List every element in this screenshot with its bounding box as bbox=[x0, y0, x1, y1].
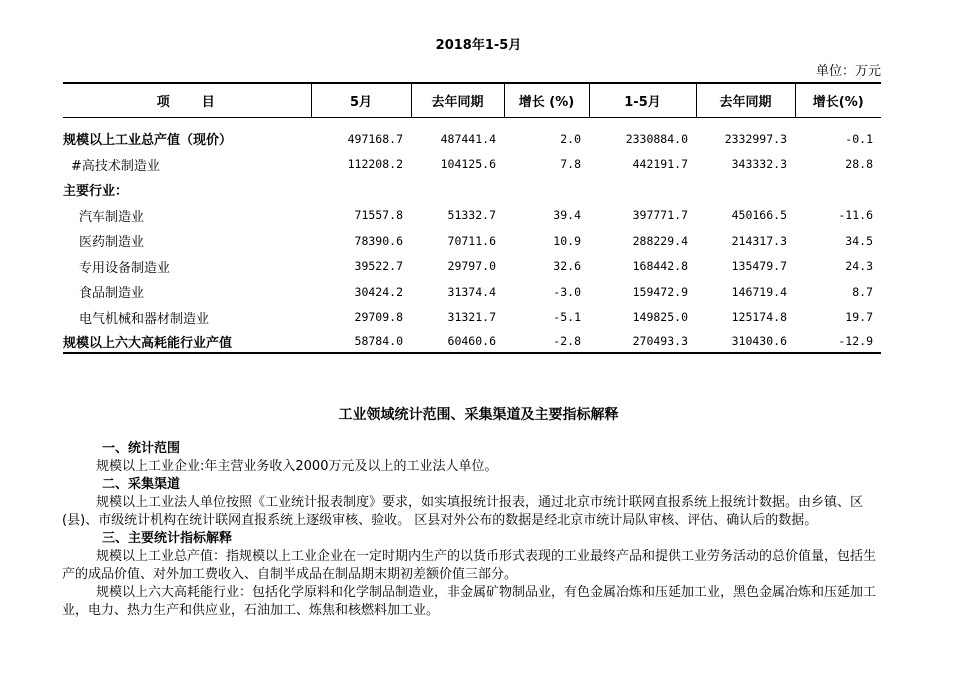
row-value: 288229.4 bbox=[632, 233, 688, 248]
row-value: 159472.9 bbox=[632, 284, 688, 299]
header-jan-may-last-year: 去年同期 bbox=[696, 83, 795, 118]
table-row bbox=[63, 152, 881, 178]
row-value: 28.8 bbox=[845, 157, 873, 172]
row-value: 39522.7 bbox=[354, 259, 403, 274]
row-value: 214317.3 bbox=[731, 233, 787, 248]
row-value: 30424.2 bbox=[354, 284, 403, 299]
row-value: 32.6 bbox=[553, 259, 581, 274]
section-text-output-value: 规模以上工业总产值：指规模以上工业企业在一定时期内生产的以货币形式表现的工业最终产品和提供工业劳务活动的总价值量，包括生产的成品价值、对外加工费收入、自制半成品在制品期末期初差额价值三部分。 bbox=[62, 549, 877, 582]
table-header-row bbox=[63, 83, 881, 118]
spacer-row bbox=[63, 118, 881, 127]
row-label: 规模以上工业总产值（现价） bbox=[63, 133, 233, 149]
header-item: 项 目 bbox=[156, 95, 217, 110]
row-value: 19.7 bbox=[845, 310, 873, 325]
row-value: 34.5 bbox=[845, 233, 873, 248]
row-label: 电气机械和器材制造业 bbox=[79, 311, 210, 327]
row-value: 7.8 bbox=[560, 157, 581, 172]
row-value: 270493.3 bbox=[632, 334, 688, 348]
header-may: 5月 bbox=[311, 83, 411, 118]
row-value: 125174.8 bbox=[731, 310, 787, 325]
header-jan-may: 1-5月 bbox=[589, 83, 696, 118]
row-value: 78390.6 bbox=[354, 233, 403, 248]
section-text-scope: 规模以上工业企业:年主营业务收入2000万元及以上的工业法人单位。 bbox=[96, 459, 498, 474]
row-value: 29709.8 bbox=[354, 310, 403, 325]
row-value: 135479.7 bbox=[731, 259, 787, 274]
row-value: 51332.7 bbox=[447, 208, 496, 223]
table-row bbox=[63, 203, 881, 229]
table-row bbox=[63, 254, 881, 280]
statistics-table bbox=[63, 82, 881, 354]
row-value bbox=[504, 177, 589, 203]
table-row bbox=[63, 126, 881, 152]
row-value bbox=[311, 177, 411, 203]
unit-label: 单位：万元 bbox=[815, 64, 881, 79]
row-value: 2.0 bbox=[560, 131, 581, 146]
row-value: -0.1 bbox=[845, 131, 873, 146]
row-value: 71557.8 bbox=[354, 208, 403, 223]
row-label: #高技术制造业 bbox=[71, 158, 160, 174]
row-value: 112208.2 bbox=[347, 157, 403, 172]
row-value: -11.6 bbox=[838, 208, 873, 223]
section-heading-scope: 一、统计范围 bbox=[102, 441, 181, 456]
row-value: 70711.6 bbox=[447, 233, 496, 248]
table-row bbox=[63, 177, 881, 203]
row-value: 397771.7 bbox=[632, 208, 688, 223]
section-text-energy-industries: 规模以上六大高耗能行业：包括化学原料和化学制品制造业，非金属矿物制品业，有色金属冶炼和压延加工业，黑色金属冶炼和压延加工业，电力、热力生产和供应业，石油加工、炼焦和核燃料加工业。 bbox=[62, 585, 877, 618]
row-label: 主要行业： bbox=[63, 184, 129, 200]
row-value bbox=[696, 177, 795, 203]
section-heading-channel: 二、采集渠道 bbox=[102, 477, 181, 492]
row-value: 58784.0 bbox=[354, 334, 403, 348]
row-value: 10.9 bbox=[553, 233, 581, 248]
row-value: 60460.6 bbox=[447, 334, 496, 348]
row-value: 104125.6 bbox=[440, 157, 496, 172]
row-value bbox=[411, 177, 504, 203]
section-heading-indicators: 三、主要统计指标解释 bbox=[102, 531, 233, 546]
table-row bbox=[63, 330, 881, 353]
row-value bbox=[589, 177, 696, 203]
row-value bbox=[795, 177, 881, 203]
row-value: -12.9 bbox=[838, 334, 873, 348]
row-value: -3.0 bbox=[553, 284, 581, 299]
row-value: 442191.7 bbox=[632, 157, 688, 172]
row-value: 343332.3 bbox=[731, 157, 787, 172]
row-value: 2330884.0 bbox=[625, 131, 688, 146]
row-value: 24.3 bbox=[845, 259, 873, 274]
row-value: 31321.7 bbox=[447, 310, 496, 325]
row-value: 29797.0 bbox=[447, 259, 496, 274]
row-value: -5.1 bbox=[553, 310, 581, 325]
row-value: 31374.4 bbox=[447, 284, 496, 299]
explanation-title: 工业领域统计范围、采集渠道及主要指标解释 bbox=[338, 407, 619, 423]
row-label: 食品制造业 bbox=[79, 286, 145, 302]
row-value: 168442.8 bbox=[632, 259, 688, 274]
row-value: -2.8 bbox=[553, 334, 581, 348]
row-value: 149825.0 bbox=[632, 310, 688, 325]
row-value: 450166.5 bbox=[731, 208, 787, 223]
report-title: 2018年1-5月 bbox=[435, 38, 522, 53]
row-value: 39.4 bbox=[553, 208, 581, 223]
row-label: 医药制造业 bbox=[79, 235, 145, 251]
section-text-channel: 规模以上工业法人单位按照《工业统计报表制度》要求，如实填报统计报表，通过北京市统计联网直报系统上报统计数据。由乡镇、区(县)、市级统计机构在统计联网直报系统上逐级审核、验收。 区县对外公布的数据是经北京市统计局队审核、评估、确认后的数据。 bbox=[62, 495, 864, 528]
header-may-growth: 增长 (%) bbox=[504, 83, 589, 118]
table-row bbox=[63, 228, 881, 254]
row-value: 497168.7 bbox=[347, 131, 403, 146]
row-value: 8.7 bbox=[852, 284, 873, 299]
table-body bbox=[63, 118, 881, 354]
row-value: 2332997.3 bbox=[724, 131, 787, 146]
row-label: 规模以上六大高耗能行业产值 bbox=[63, 335, 233, 351]
table-row bbox=[63, 279, 881, 305]
header-may-last-year: 去年同期 bbox=[411, 83, 504, 118]
table-row bbox=[63, 305, 881, 331]
row-label: 专用设备制造业 bbox=[79, 260, 171, 276]
header-jan-may-growth: 增长(%) bbox=[795, 83, 881, 118]
row-value: 487441.4 bbox=[440, 131, 496, 146]
explanation-section bbox=[62, 440, 884, 620]
row-label: 汽车制造业 bbox=[79, 209, 145, 225]
row-value: 146719.4 bbox=[731, 284, 787, 299]
row-value: 310430.6 bbox=[731, 334, 787, 348]
